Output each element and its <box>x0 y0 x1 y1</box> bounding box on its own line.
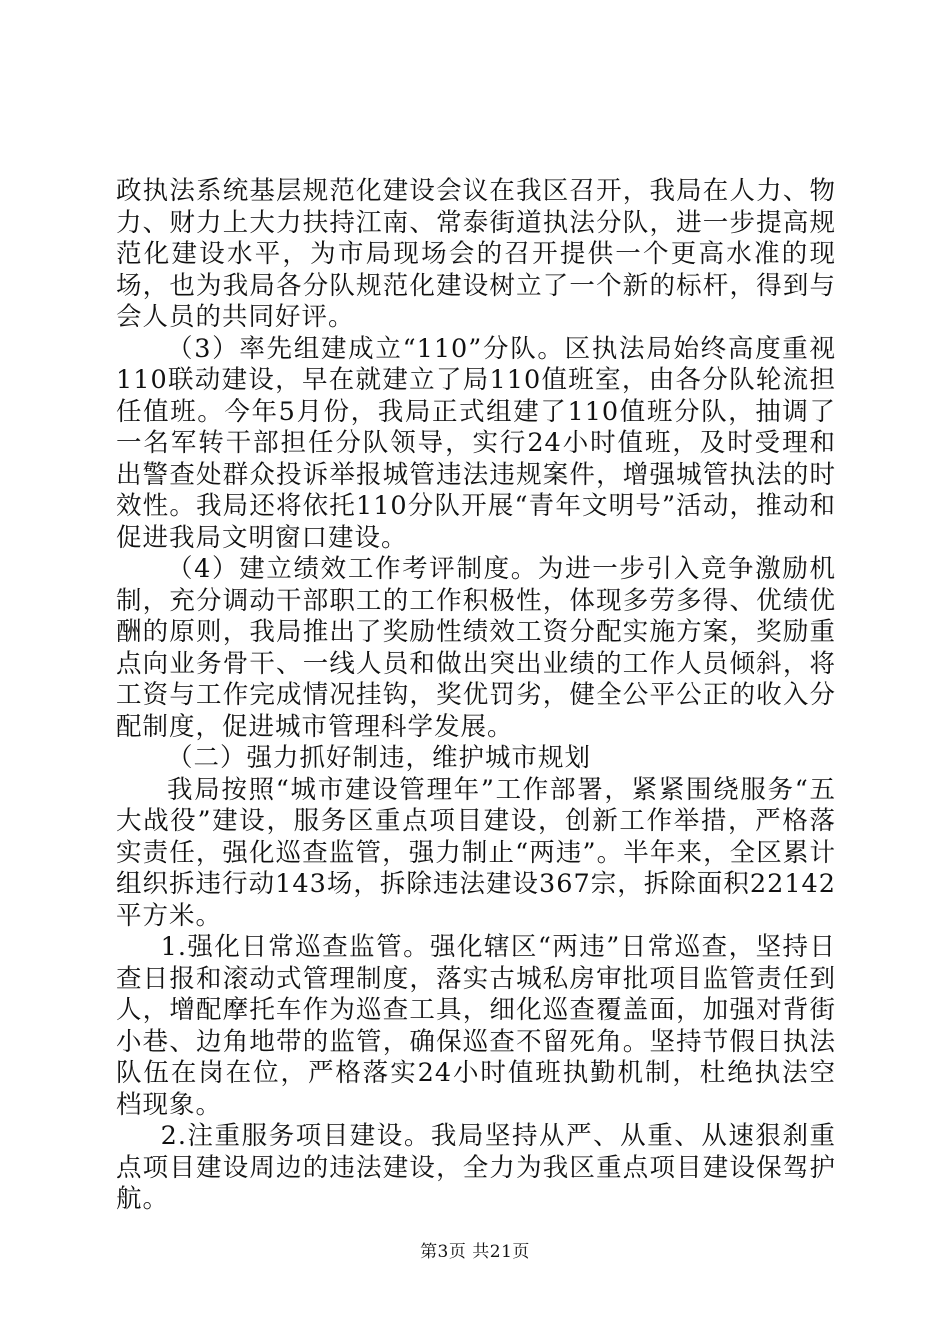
paragraph-daily-patrol: 1.强化日常巡查监管。强化辖区“两违”日常巡查，坚持日查日报和滚动式管理制度，落实古城私房审批项目监管责任到人，增配摩托车作为巡查工具，细化巡查覆盖面，加强对背街小巷、边角地带的监管，确保巡查不留死角。坚持节假日执法队伍在岗在位，严格落实24小时值班执勤机制，杜绝执法空档现象。 <box>116 932 836 1120</box>
paragraph-performance-evaluation: （4）建立绩效工作考评制度。为进一步引入竞争激励机制，充分调动干部职工的工作积极性，体现多劳多得、优绩优酬的原则，我局推出了奖励性绩效工资分配实施方案，奖励重点向业务骨干、一线人员和做出突出业绩的工作人员倾斜，将工资与工作完成情况挂钩，奖优罚劣，健全公平公正的收入分配制度，促进城市管理科学发展。 <box>116 554 836 742</box>
paragraph-city-construction-year: 我局按照“城市建设管理年”工作部署，紧紧围绕服务“五大战役”建设，服务区重点项目建设，创新工作举措，严格落实责任，强化巡查监管，强力制止“两违”。半年来，全区累计组织拆违行动143场，拆除违法建设367宗，拆除面积22142平方米。 <box>116 774 836 931</box>
paragraph-project-service: 2.注重服务项目建设。我局坚持从严、从重、从速狠刹重点项目建设周边的违法建设，全力为我区重点项目建设保驾护航。 <box>116 1121 836 1214</box>
paragraph-110-squad: （3）率先组建成立“110”分队。区执法局始终高度重视110联动建设，早在就建立了局110值班室，由各分队轮流担任值班。今年5月份，我局正式组建了110值班分队，抽调了一名军转干部担任分队领导，实行24小时值班，及时受理和出警查处群众投诉举报城管违法违规案件，增强城管执法的时效性。我局还将依托110分队开展“青年文明号”活动，推动和促进我局文明窗口建设。 <box>116 333 836 553</box>
paragraph-continuation: 政执法系统基层规范化建设会议在我区召开，我局在人力、物力、财力上大力扶持江南、常泰街道执法分队，进一步提高规范化建设水平，为市局现场会的召开提供一个更高水准的现场，也为我局各分队规范化建设树立了一个新的标杆，得到与会人员的共同好评。 <box>116 176 836 332</box>
page-number-footer: 第3页 共21页 <box>420 1242 530 1262</box>
document-body <box>116 176 836 1216</box>
section-heading-anti-violation: （二）强力抓好制违，维护城市规划 <box>167 743 592 773</box>
